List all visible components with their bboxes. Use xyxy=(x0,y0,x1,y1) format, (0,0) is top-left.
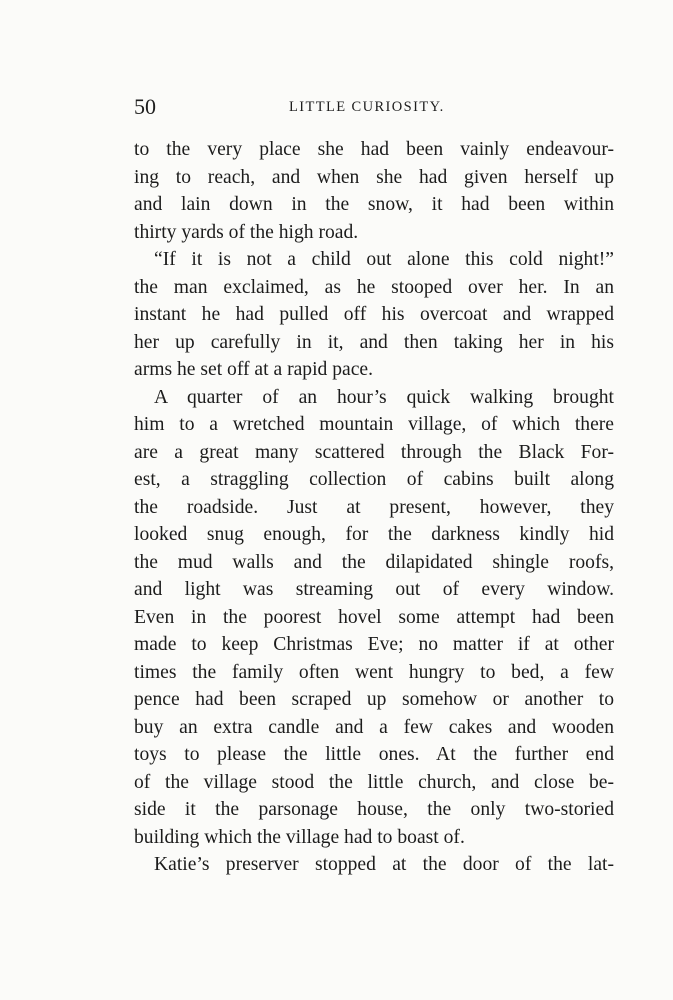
text-line: Katie’s preserver stopped at the door of the lat- xyxy=(154,854,614,875)
text-line: and light was streaming out of every window. xyxy=(134,579,614,600)
text-line: the mud walls and the dilapidated shingle roofs, xyxy=(134,551,614,573)
text-line: looked snug enough, for the darkness kindly hid xyxy=(134,524,614,545)
text-line: the roadside. Just at present, however, they xyxy=(134,496,614,518)
text-line: Even in the poorest hovel some attempt had been xyxy=(134,606,614,628)
text-line: toys to please the little ones. At the further end xyxy=(134,744,614,765)
text-line: are a great many scattered through the Black For- xyxy=(134,441,614,463)
text-line: the man exclaimed, as he stooped over her. In an xyxy=(134,276,614,298)
text-line: thirty yards of the high road. xyxy=(134,221,359,243)
running-title: LITTLE CURIOSITY. xyxy=(289,99,445,115)
text-line: times the family often went hungry to bed, a few xyxy=(134,661,614,683)
paragraph xyxy=(134,136,614,246)
text-line: buy an extra candle and a few cakes and wooden xyxy=(134,716,614,738)
text-line: side it the parsonage house, the only two-storied xyxy=(134,799,614,820)
text-line: building which the village had to boast of. xyxy=(134,826,465,848)
text-line: “If it is not a child out alone this cold night!” xyxy=(154,249,614,270)
text-line: ing to reach, and when she had given herself up xyxy=(134,166,614,188)
text-line: made to keep Christmas Eve; no matter if at other xyxy=(134,634,614,655)
page-header xyxy=(134,93,614,121)
paragraph xyxy=(134,851,614,879)
text-line: him to a wretched mountain village, of which there xyxy=(134,414,614,435)
text-line: A quarter of an hour’s quick walking brought xyxy=(154,386,614,408)
text-line: and lain down in the snow, it had been within xyxy=(134,194,614,215)
text-line: pence had been scraped up somehow or another to xyxy=(134,689,614,710)
paragraph xyxy=(134,246,614,384)
text-line: instant he had pulled off his overcoat and wrapped xyxy=(134,304,614,325)
page-number: 50 xyxy=(134,94,156,119)
text-line: est, a straggling collection of cabins built along xyxy=(134,469,614,490)
text-line: arms he set off at a rapid pace. xyxy=(134,359,374,380)
text-line: to the very place she had been vainly endeavour- xyxy=(134,139,614,160)
text-line: her up carefully in it, and then taking her in his xyxy=(134,331,614,353)
body-text xyxy=(134,136,614,879)
paragraph xyxy=(134,384,614,852)
text-line: of the village stood the little church, and close be- xyxy=(134,771,614,793)
